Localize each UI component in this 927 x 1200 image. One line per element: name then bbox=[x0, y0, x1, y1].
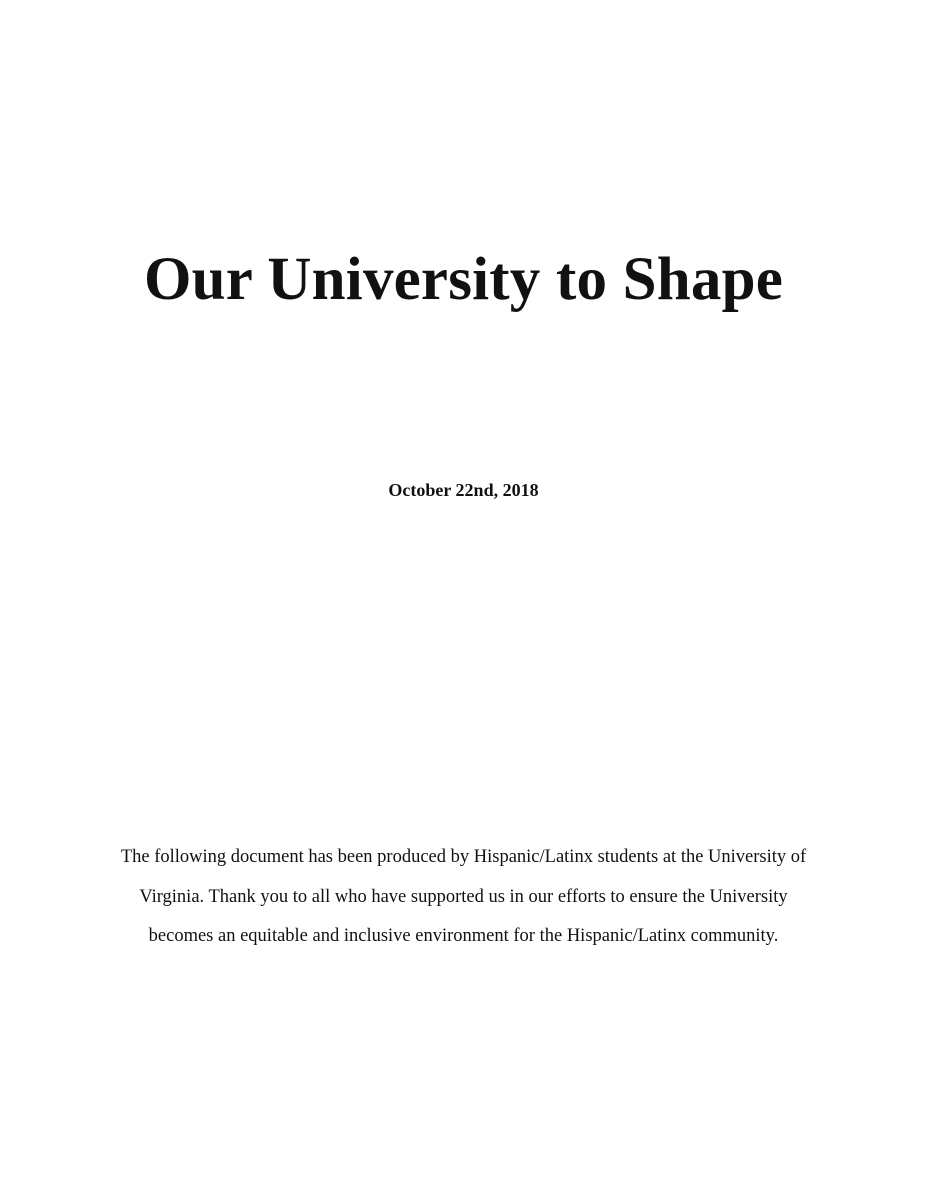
acknowledgement-paragraph: The following document has been produced by Hispanic/Latinx students at the University of Virginia. Thank you to all who have supported us in our efforts to ensure the University becomes an equitable and inclusive environment for the Hispanic/Latinx community. bbox=[120, 847, 807, 946]
document-date: October 22nd, 2018 bbox=[388, 480, 539, 500]
document-title: Our University to Shape bbox=[144, 246, 783, 313]
